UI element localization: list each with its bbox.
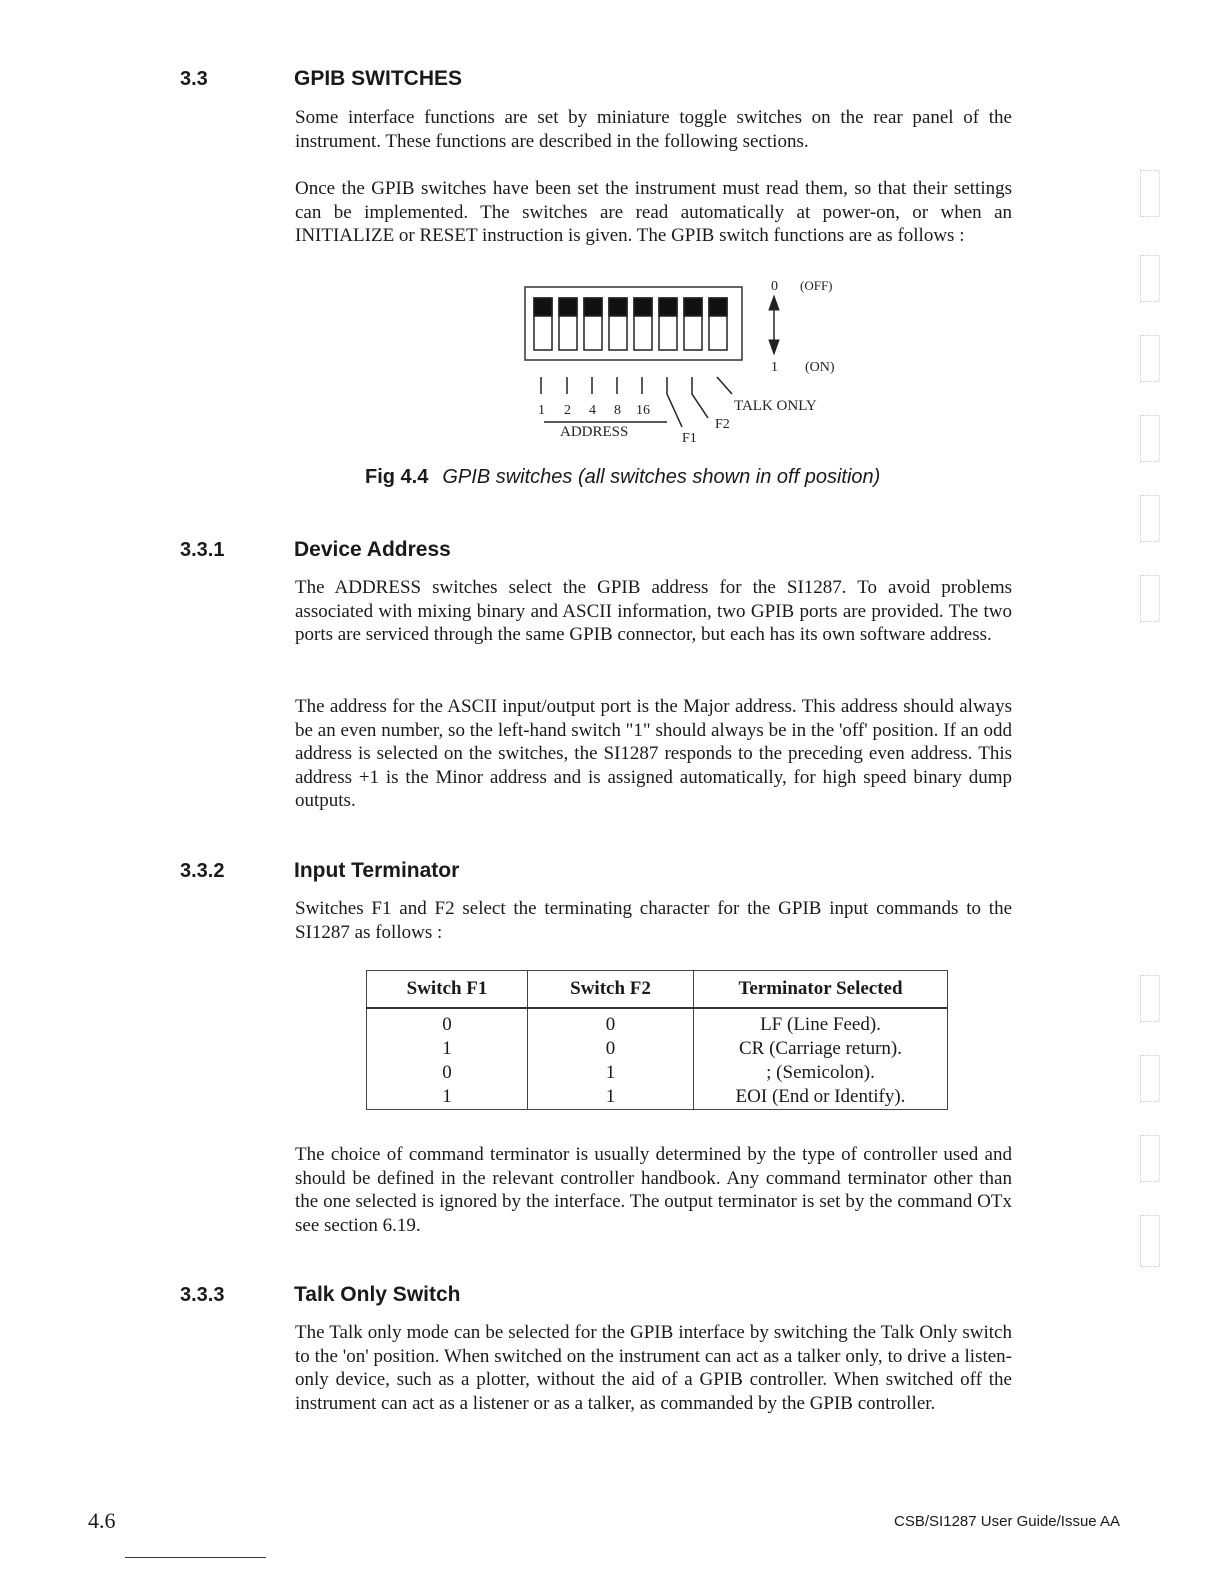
scan-artifact [1140, 575, 1160, 622]
switch-6 [659, 298, 677, 350]
paragraph: The choice of command terminator is usually determined by the type of controller used and should be defined in the relevant controller handbook. Any command terminator other than the one selected is ignored by the interface. The output terminator is set by the command OTx see section 6.19. [295, 1144, 1012, 1236]
switch-5 [634, 298, 652, 350]
scan-artifact [1140, 1135, 1160, 1182]
section-heading: GPIB SWITCHES [294, 67, 463, 90]
switch-7 [684, 298, 702, 350]
section-heading: Input Terminator [294, 859, 460, 882]
scan-artifact [1140, 495, 1160, 542]
talk-only-label: TALK ONLY [734, 398, 817, 414]
on-label: (ON) [805, 360, 835, 375]
gpib-switch-figure [510, 270, 860, 450]
table-header-row [367, 971, 948, 1009]
scan-artifact [1140, 415, 1160, 462]
cell: 0 [367, 1008, 528, 1037]
scan-artifact [1140, 335, 1160, 382]
scan-artifact [1140, 255, 1160, 302]
address-bit-4: 4 [589, 403, 596, 418]
paragraph: Switches F1 and F2 select the terminating character for the GPIB input commands to the SI1287 as follows : [295, 898, 1012, 943]
table-row [367, 1037, 948, 1061]
on-number: 1 [771, 360, 778, 375]
paragraph: The ADDRESS switches select the GPIB address for the SI1287. To avoid problems associated with mixing binary and ASCII information, two GPIB ports are provided. The two ports are serviced through the same GPIB connector, but each has its own software address. [295, 577, 1012, 645]
cell: LF (Line Feed). [694, 1008, 948, 1037]
column-header: Terminator Selected [694, 971, 948, 1009]
table-row [367, 1008, 948, 1037]
double-arrow-icon [769, 296, 779, 354]
switch-4 [609, 298, 627, 350]
address-bit-8: 8 [614, 403, 621, 418]
f1-label: F1 [682, 431, 697, 446]
column-header: Switch F2 [528, 971, 694, 1009]
switch-2 [559, 298, 577, 350]
table-row [367, 1061, 948, 1085]
address-bit-16: 16 [636, 403, 650, 418]
address-label: ADDRESS [560, 424, 629, 440]
address-bit-2: 2 [564, 403, 571, 418]
table-row [367, 1085, 948, 1110]
cell: ; (Semicolon). [694, 1061, 948, 1085]
off-number: 0 [771, 279, 778, 294]
scan-artifact [1140, 170, 1160, 217]
section-number: 3.3 [180, 68, 208, 90]
scan-artifact [1140, 1215, 1160, 1267]
footer-rule [125, 1557, 266, 1558]
cell: 0 [528, 1008, 694, 1037]
paragraph: The address for the ASCII input/output port is the Major address. This address should always be an even number, so the left-hand switch "1" should always be in the 'off' position. If an odd address is selected on the switches, the SI1287 responds to the preceding even address. This address +1 is the Minor address and is assigned automatically, for high speed binary dump outputs. [295, 696, 1012, 811]
paragraph: Once the GPIB switches have been set the instrument must read them, so that their settings can be implemented. The switches are read automatically at power-on, or when an INITIALIZE or RESET instruction is given. The GPIB switch functions are as follows : [295, 178, 1012, 246]
cell: 1 [528, 1061, 694, 1085]
column-header: Switch F1 [367, 971, 528, 1009]
paragraph: The Talk only mode can be selected for the GPIB interface by switching the Talk Only switch to the 'on' position. When switched on the instrument can act as a talker only, to drive a listen-only device, such as a plotter, without the aid of a GPIB controller. When switched off the instrument can act as a listener or as a talker, as commanded by the GPIB controller. [295, 1322, 1012, 1414]
cell: 1 [367, 1037, 528, 1061]
switch-3 [584, 298, 602, 350]
section-number: 3.3.3 [180, 1284, 225, 1306]
cell: CR (Carriage return). [694, 1037, 948, 1061]
scan-artifact [1140, 1055, 1160, 1102]
cell: EOI (End or Identify). [694, 1085, 948, 1110]
cell: 0 [528, 1037, 694, 1061]
terminator-table [366, 970, 948, 1110]
figure-caption [365, 466, 880, 489]
off-label: (OFF) [800, 278, 833, 293]
figure-label: Fig 4.4 [365, 466, 429, 488]
switch-1 [534, 298, 552, 350]
leader-lines [541, 377, 732, 427]
document-id: CSB/SI1287 User Guide/Issue AA [894, 1513, 1120, 1530]
section-heading: Device Address [294, 538, 451, 561]
address-bit-1: 1 [538, 403, 545, 418]
f2-label: F2 [715, 417, 730, 432]
scan-artifact [1140, 975, 1160, 1022]
paragraph: Some interface functions are set by miniature toggle switches on the rear panel of the instrument. These functions are described in the following sections. [295, 107, 1012, 152]
section-number: 3.3.2 [180, 860, 225, 882]
section-heading: Talk Only Switch [294, 1283, 461, 1306]
section-number: 3.3.1 [180, 539, 225, 561]
figure-caption-text: GPIB switches (all switches shown in off position) [442, 466, 881, 488]
cell: 1 [367, 1085, 528, 1110]
dip-switches [534, 298, 727, 350]
page-number: 4.6 [88, 1508, 116, 1533]
switch-8 [709, 298, 727, 350]
cell: 1 [528, 1085, 694, 1110]
cell: 0 [367, 1061, 528, 1085]
